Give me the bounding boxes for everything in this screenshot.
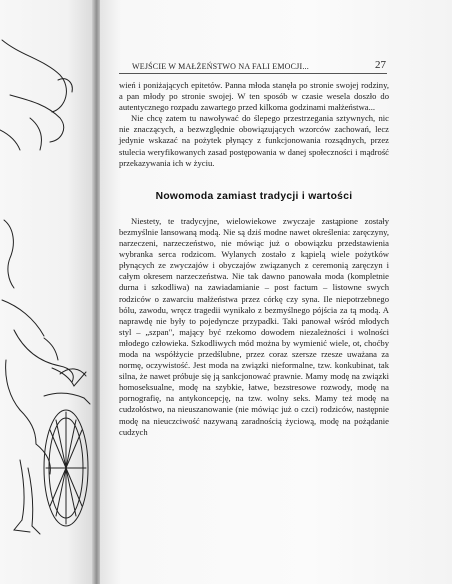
paragraph: Niestety, te tradycyjne, wielowiekowe zwyczaje zastąpione zostały bezmyślnie lansowaną modą. Nie są dziś modne nawet określenia: zaręczyny, narzeczeni, narzeczeństwo, nie mówiąc już o obowiązku przedstawienia wybranka serca rodzicom. Wylanych zostało z kąpielą wiele pożytków płynących ze zwyczajów i obyczajów związanych z ceremonią zaręczyn i całym okresem narzeczeństwa. Nie tak dawno panowała moda (kompletnie durna i szkodliwa) na zawiadamianie – post factum – listowne swych rodziców o zawarciu małżeństwa przez córkę czy syna. Ile niepotrzebnego bólu, zawodu, wręcz tragedii wynikało z bezmyślnego pójścia za tą modą. A naprawdę nie były to pojedyncze przypadki. Taki panował wśród młodych styl – „szpan", mający być rzekomo dowodem niezależności i wolności młodego człowieka. Szkodliwych mód można by wymienić wiele, ot, choćby moda na współżycie przedślubne, przez coraz szersze rzesze uważana za normę, oczywistość. Jest moda na związki nieformalne, tzw. konkubinat, tak silna, że nawet próbuje się ją sankcjonować prawnie. Mamy modę na związki homoseksualne, modę na szybkie, łatwe, bezstresowe rozwody, modę na pornografię, na antykoncepcję, na tzw. wolny seks. Mamy też modę na cudzołóstwo, na nieuszanowanie (nie mówiąc już o czci) rodziców, następnie modę na nieuczciwość nazywaną zaradnością życiową, modę na pożądanie cudzych <box>119 215 389 437</box>
running-header: WEJŚCIE W MAŁŻEŃSTWO NA FALI EMOCJI... <box>132 62 309 71</box>
section-heading: Nowomoda zamiast tradycji i wartości <box>155 190 353 202</box>
page-number: 27 <box>375 59 386 71</box>
page-body <box>119 80 389 438</box>
left-page <box>0 0 96 584</box>
paragraph: Nie chcę zatem tu nawoływać do ślepego przestrzegania sztywnych, nic nie znaczących, a bezwzględnie obowiązujących wzorców zachowań, lecz jedynie wskazać na pożytek płynący z funkcjonowania rozsądnych, przez stulecia weryfikowanych zasad postępowania w danej społeczności i mądrość przekazywania ich w życiu. <box>119 113 389 168</box>
header-rule <box>119 73 387 74</box>
line-drawing-illustration <box>0 0 96 584</box>
paragraph-continuation: wień i poniżających epitetów. Panna młoda stanęła po stronie swojej rodziny, a pan młody po stronie swojej. W ten sposób w czasie wesela doszło do autentycznego rozpadu zawartego przed kilkoma godzinami małżeństwa... <box>119 80 389 113</box>
